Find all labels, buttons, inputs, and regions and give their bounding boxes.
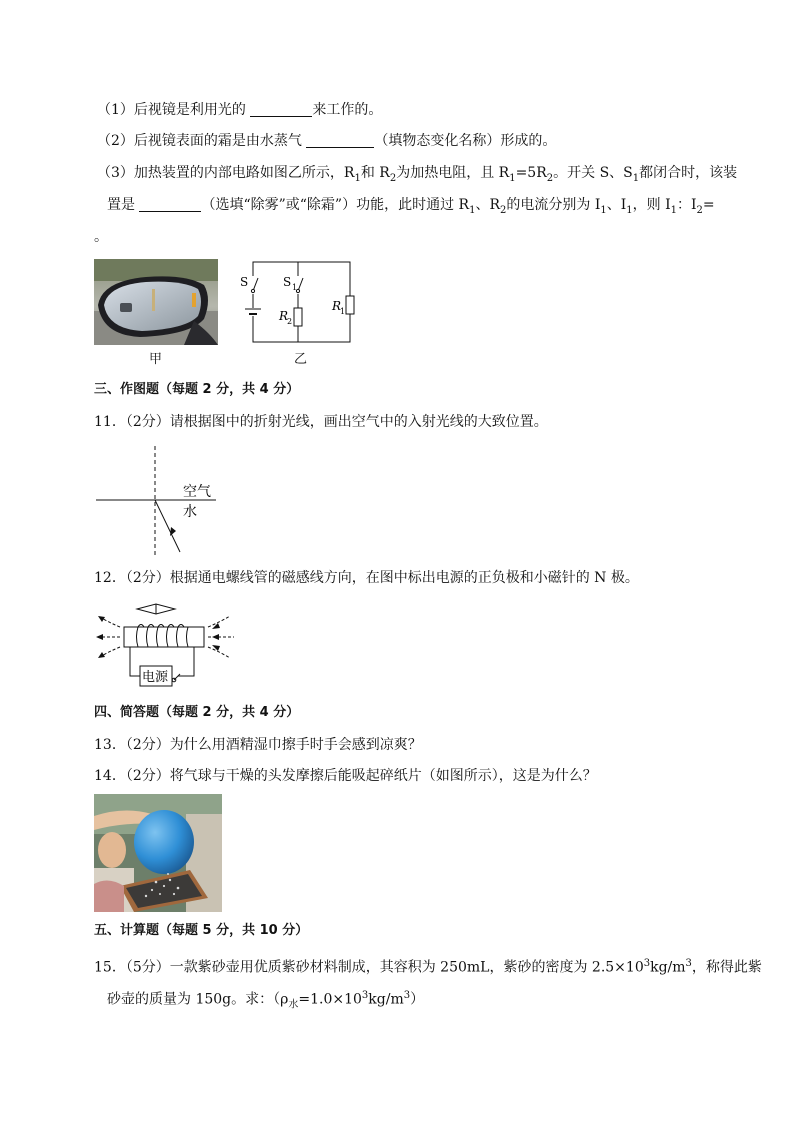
q10-part3-line2: 置是 （选填“除雾”或“除霜”）功能，此时通过 $R_1$、$R_2$的电流分别为 $I_1$、$I_1$，则 $I_1$：$I_2=$ [107,197,715,216]
mirror-photo [94,259,218,345]
section-5-heading: 五、计算题（每题 5 分，共 10 分） [94,923,309,938]
answer-blank-2[interactable] [306,133,374,148]
switch-s-label: S [240,275,249,289]
q11-text: 11．（2分）请根据图中的折射光线，画出空气中的入射光线的大致位置。 [94,414,548,430]
q10-part1: （1）后视镜是利用光的 来工作的。 [97,102,383,118]
switch-s1-label: S [283,275,292,289]
q13-text: 13．（2分）为什么用酒精湿巾擦手时手会感到凉爽？ [94,737,422,753]
q15-line1: 15．（5分）一款紫砂壶用优质紫砂材料制成，其容积为 250mL，紫砂的密度为 $2.5\times 10^3kg/m^3$，称得此紫 [94,958,762,976]
q10-part3-end: 。 [94,229,108,245]
q15-line2: 砂壶的质量为 150g。求：$(\rho_水=1.0\times 10^3kg/m^3)$ [107,990,425,1011]
section-3-heading: 三、作图题（每题 2 分，共 4 分） [94,382,300,397]
section-4-heading: 四、简答题（每题 2 分，共 4 分） [94,705,300,720]
q14-text: 14．（2分）将气球与干燥的头发摩擦后能吸起碎纸片（如图所示），这是为什么？ [94,768,597,784]
air-label: 空气 [183,484,211,500]
balloon-photo-art [94,794,222,912]
refraction-diagram [94,444,220,558]
solenoid-diagram [94,600,236,692]
r1-label: R [332,299,342,313]
circuit-diagram [232,256,362,348]
r1-sub: 1 [340,307,346,316]
balloon-photo [94,794,222,912]
water-label: 水 [183,504,197,520]
power-source-label: 电源 [142,670,169,685]
r2-sub: 2 [287,317,293,326]
answer-blank-1[interactable] [250,102,312,117]
r2-label: R [279,309,289,323]
answer-blank-3[interactable] [139,197,201,212]
q10-part2: （2）后视镜表面的霜是由水蒸气 （填物态变化名称）形成的。 [97,133,557,149]
switch-s1-sub: 1 [292,283,298,292]
figure-label-jia: 甲 [149,352,163,367]
mirror-photo-art [94,259,218,345]
q12-text: 12．（2分）根据通电螺线管的磁感线方向，在图中标出电源的正负极和小磁针的 N 极。 [94,570,639,586]
figure-label-yi: 乙 [294,352,308,367]
q10-part3-line1: （3）加热装置的内部电路如图乙所示，$R_1$和 $R_2$为加热电阻，且 $R_1=5R_2$。开关 S、$S_1$都闭合时，该装 [97,165,738,184]
